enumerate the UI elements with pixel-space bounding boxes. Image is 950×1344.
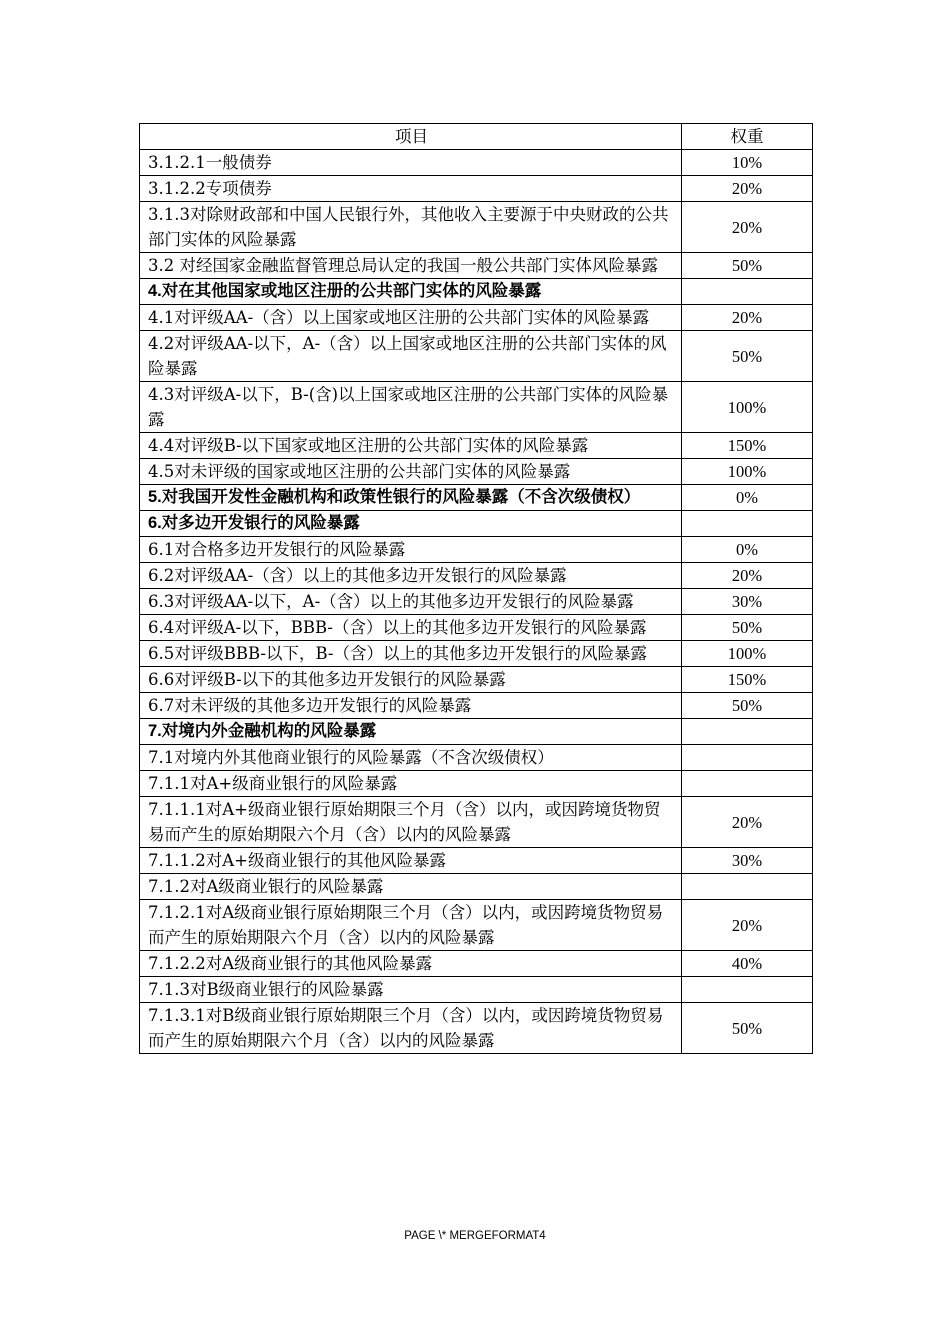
item-cell: 4.1对评级AA-（含）以上国家或地区注册的公共部门实体的风险暴露 — [140, 305, 682, 331]
item-cell: 6.7对未评级的其他多边开发银行的风险暴露 — [140, 693, 682, 719]
item-cell: 6.3对评级AA-以下，A-（含）以上的其他多边开发银行的风险暴露 — [140, 589, 682, 615]
table-row — [140, 797, 813, 848]
weight-cell — [682, 771, 813, 797]
table-row — [140, 1003, 813, 1054]
weight-cell: 50% — [682, 615, 813, 641]
table-row — [140, 951, 813, 977]
weight-cell: 50% — [682, 331, 813, 382]
weight-cell — [682, 874, 813, 900]
item-cell: 6.2对评级AA-（含）以上的其他多边开发银行的风险暴露 — [140, 563, 682, 589]
table-row — [140, 202, 813, 253]
item-cell: 7.1.3对B级商业银行的风险暴露 — [140, 977, 682, 1003]
weight-cell: 50% — [682, 1003, 813, 1054]
item-cell: 7.1.2.1对A级商业银行原始期限三个月（含）以内，或因跨境货物贸易而产生的原始期限六个月（含）以内的风险暴露 — [140, 900, 682, 951]
item-cell: 4.4对评级B-以下国家或地区注册的公共部门实体的风险暴露 — [140, 433, 682, 459]
weight-cell — [682, 977, 813, 1003]
weight-cell: 100% — [682, 459, 813, 485]
table-row — [140, 433, 813, 459]
weight-cell: 150% — [682, 433, 813, 459]
item-cell: 7.1.2.2对A级商业银行的其他风险暴露 — [140, 951, 682, 977]
section-heading-row — [140, 485, 813, 511]
weight-cell: 20% — [682, 900, 813, 951]
weight-cell: 20% — [682, 563, 813, 589]
item-cell: 5.对我国开发性金融机构和政策性银行的风险暴露（不含次级债权） — [140, 485, 682, 511]
weight-cell — [682, 719, 813, 745]
item-cell: 7.对境内外金融机构的风险暴露 — [140, 719, 682, 745]
table-row — [140, 459, 813, 485]
item-cell: 6.对多边开发银行的风险暴露 — [140, 511, 682, 537]
table-row — [140, 745, 813, 771]
table-row — [140, 150, 813, 176]
header-item: 项目 — [140, 124, 682, 150]
weight-cell: 20% — [682, 797, 813, 848]
weight-cell: 20% — [682, 305, 813, 331]
item-cell: 4.2对评级AA-以下，A-（含）以上国家或地区注册的公共部门实体的风险暴露 — [140, 331, 682, 382]
item-cell: 6.6对评级B-以下的其他多边开发银行的风险暴露 — [140, 667, 682, 693]
table-row — [140, 253, 813, 279]
table-row — [140, 771, 813, 797]
weight-cell: 10% — [682, 150, 813, 176]
table-row — [140, 305, 813, 331]
weight-cell: 0% — [682, 485, 813, 511]
page-footer: PAGE \* MERGEFORMAT4 — [404, 1230, 546, 1242]
weight-cell: 0% — [682, 537, 813, 563]
item-cell: 3.1.3对除财政部和中国人民银行外，其他收入主要源于中央财政的公共部门实体的风险暴露 — [140, 202, 682, 253]
table-row — [140, 176, 813, 202]
item-cell: 7.1对境内外其他商业银行的风险暴露（不含次级债权） — [140, 745, 682, 771]
table-row — [140, 977, 813, 1003]
item-cell: 3.2 对经国家金融监督管理总局认定的我国一般公共部门实体风险暴露 — [140, 253, 682, 279]
item-cell: 6.1对合格多边开发银行的风险暴露 — [140, 537, 682, 563]
section-heading-row — [140, 279, 813, 305]
table-row — [140, 900, 813, 951]
table-row — [140, 667, 813, 693]
item-cell: 7.1.1.1对A+级商业银行原始期限三个月（含）以内，或因跨境货物贸易而产生的原始期限六个月（含）以内的风险暴露 — [140, 797, 682, 848]
weight-cell: 30% — [682, 589, 813, 615]
weight-cell: 20% — [682, 176, 813, 202]
header-weight: 权重 — [682, 124, 813, 150]
table-row — [140, 848, 813, 874]
item-cell: 7.1.1.2对A+级商业银行的其他风险暴露 — [140, 848, 682, 874]
weight-cell — [682, 279, 813, 305]
weight-cell: 30% — [682, 848, 813, 874]
item-cell: 7.1.2对A级商业银行的风险暴露 — [140, 874, 682, 900]
table-row — [140, 615, 813, 641]
item-cell: 6.4对评级A-以下，BBB-（含）以上的其他多边开发银行的风险暴露 — [140, 615, 682, 641]
table-row — [140, 537, 813, 563]
weight-cell: 100% — [682, 382, 813, 433]
table-row — [140, 874, 813, 900]
item-cell: 7.1.3.1对B级商业银行原始期限三个月（含）以内，或因跨境货物贸易而产生的原始期限六个月（含）以内的风险暴露 — [140, 1003, 682, 1054]
item-cell: 6.5对评级BBB-以下，B-（含）以上的其他多边开发银行的风险暴露 — [140, 641, 682, 667]
table-row — [140, 641, 813, 667]
item-cell: 4.3对评级A-以下，B-(含)以上国家或地区注册的公共部门实体的风险暴露 — [140, 382, 682, 433]
item-cell: 3.1.2.2专项债券 — [140, 176, 682, 202]
section-heading-row — [140, 719, 813, 745]
weight-cell — [682, 511, 813, 537]
item-cell: 3.1.2.1一般债券 — [140, 150, 682, 176]
item-cell: 7.1.1对A+级商业银行的风险暴露 — [140, 771, 682, 797]
table-row — [140, 693, 813, 719]
weight-cell — [682, 745, 813, 771]
weight-cell: 150% — [682, 667, 813, 693]
weight-cell: 50% — [682, 693, 813, 719]
table-row — [140, 331, 813, 382]
item-cell: 4.5对未评级的国家或地区注册的公共部门实体的风险暴露 — [140, 459, 682, 485]
risk-weight-table — [139, 123, 813, 1054]
section-heading-row — [140, 511, 813, 537]
table-row — [140, 589, 813, 615]
table-row — [140, 382, 813, 433]
weight-cell: 100% — [682, 641, 813, 667]
table-header-row — [140, 124, 813, 150]
weight-cell: 50% — [682, 253, 813, 279]
weight-cell: 40% — [682, 951, 813, 977]
item-cell: 4.对在其他国家或地区注册的公共部门实体的风险暴露 — [140, 279, 682, 305]
table-row — [140, 563, 813, 589]
weight-cell: 20% — [682, 202, 813, 253]
